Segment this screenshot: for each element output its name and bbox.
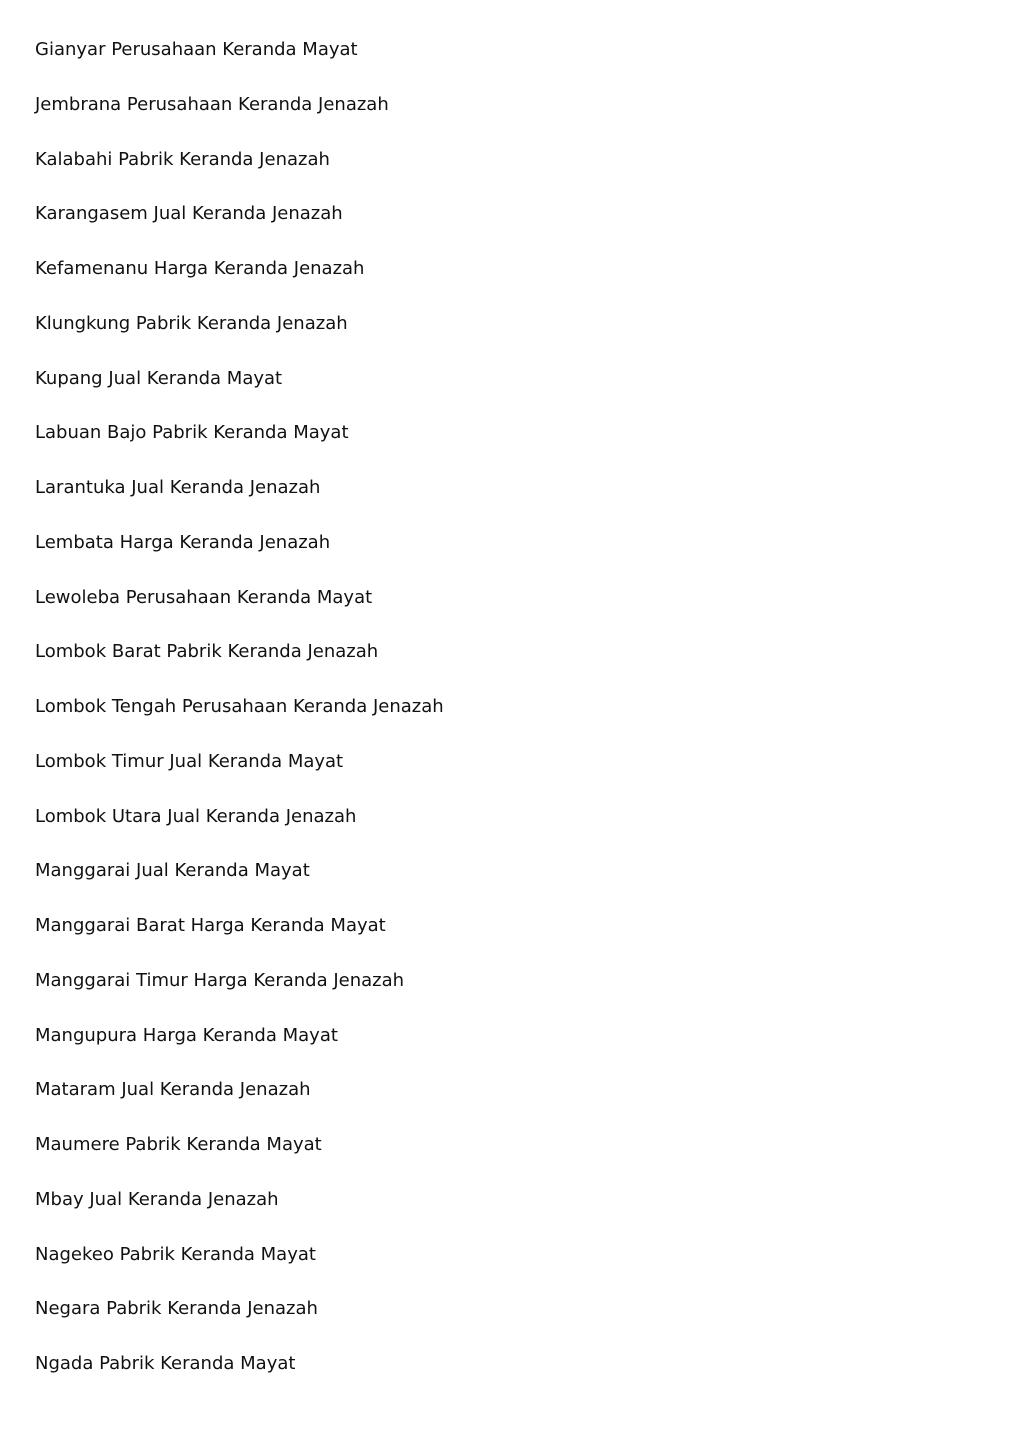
list-item: Manggarai Timur Harga Keranda Jenazah xyxy=(35,969,405,991)
list-item: Ngada Pabrik Keranda Mayat xyxy=(35,1353,296,1374)
list-item: Jembrana Perusahaan Keranda Jenazah xyxy=(35,93,389,115)
list-item: Lembata Harga Keranda Jenazah xyxy=(35,531,331,553)
list-item: Lewoleba Perusahaan Keranda Mayat xyxy=(35,586,373,608)
list-item: Kefamenanu Harga Keranda Jenazah xyxy=(35,258,365,279)
list-item: Nagekeo Pabrik Keranda Mayat xyxy=(35,1243,316,1265)
location-list xyxy=(35,36,444,1405)
list-item: Larantuka Jual Keranda Jenazah xyxy=(35,477,321,498)
list-item: Maumere Pabrik Keranda Mayat xyxy=(35,1134,322,1155)
list-item: Gianyar Perusahaan Keranda Mayat xyxy=(35,39,358,60)
list-item: Labuan Bajo Pabrik Keranda Mayat xyxy=(35,422,349,444)
list-item: Lombok Utara Jual Keranda Jenazah xyxy=(35,805,357,827)
list-item: Mangupura Harga Keranda Mayat xyxy=(35,1024,338,1046)
list-item: Lombok Tengah Perusahaan Keranda Jenazah xyxy=(35,696,444,717)
list-item: Manggarai Barat Harga Keranda Mayat xyxy=(35,915,386,936)
list-item: Negara Pabrik Keranda Jenazah xyxy=(35,1298,318,1320)
list-item: Mataram Jual Keranda Jenazah xyxy=(35,1079,311,1101)
list-item: Kupang Jual Keranda Mayat xyxy=(35,367,283,389)
list-item: Lombok Barat Pabrik Keranda Jenazah xyxy=(35,641,379,663)
list-item: Klungkung Pabrik Keranda Jenazah xyxy=(35,312,348,334)
list-item: Kalabahi Pabrik Keranda Jenazah xyxy=(35,148,330,170)
list-item: Karangasem Jual Keranda Jenazah xyxy=(35,203,343,225)
list-item: Mbay Jual Keranda Jenazah xyxy=(35,1188,279,1210)
list-item: Manggarai Jual Keranda Mayat xyxy=(35,860,310,882)
list-item: Lombok Timur Jual Keranda Mayat xyxy=(35,750,344,772)
